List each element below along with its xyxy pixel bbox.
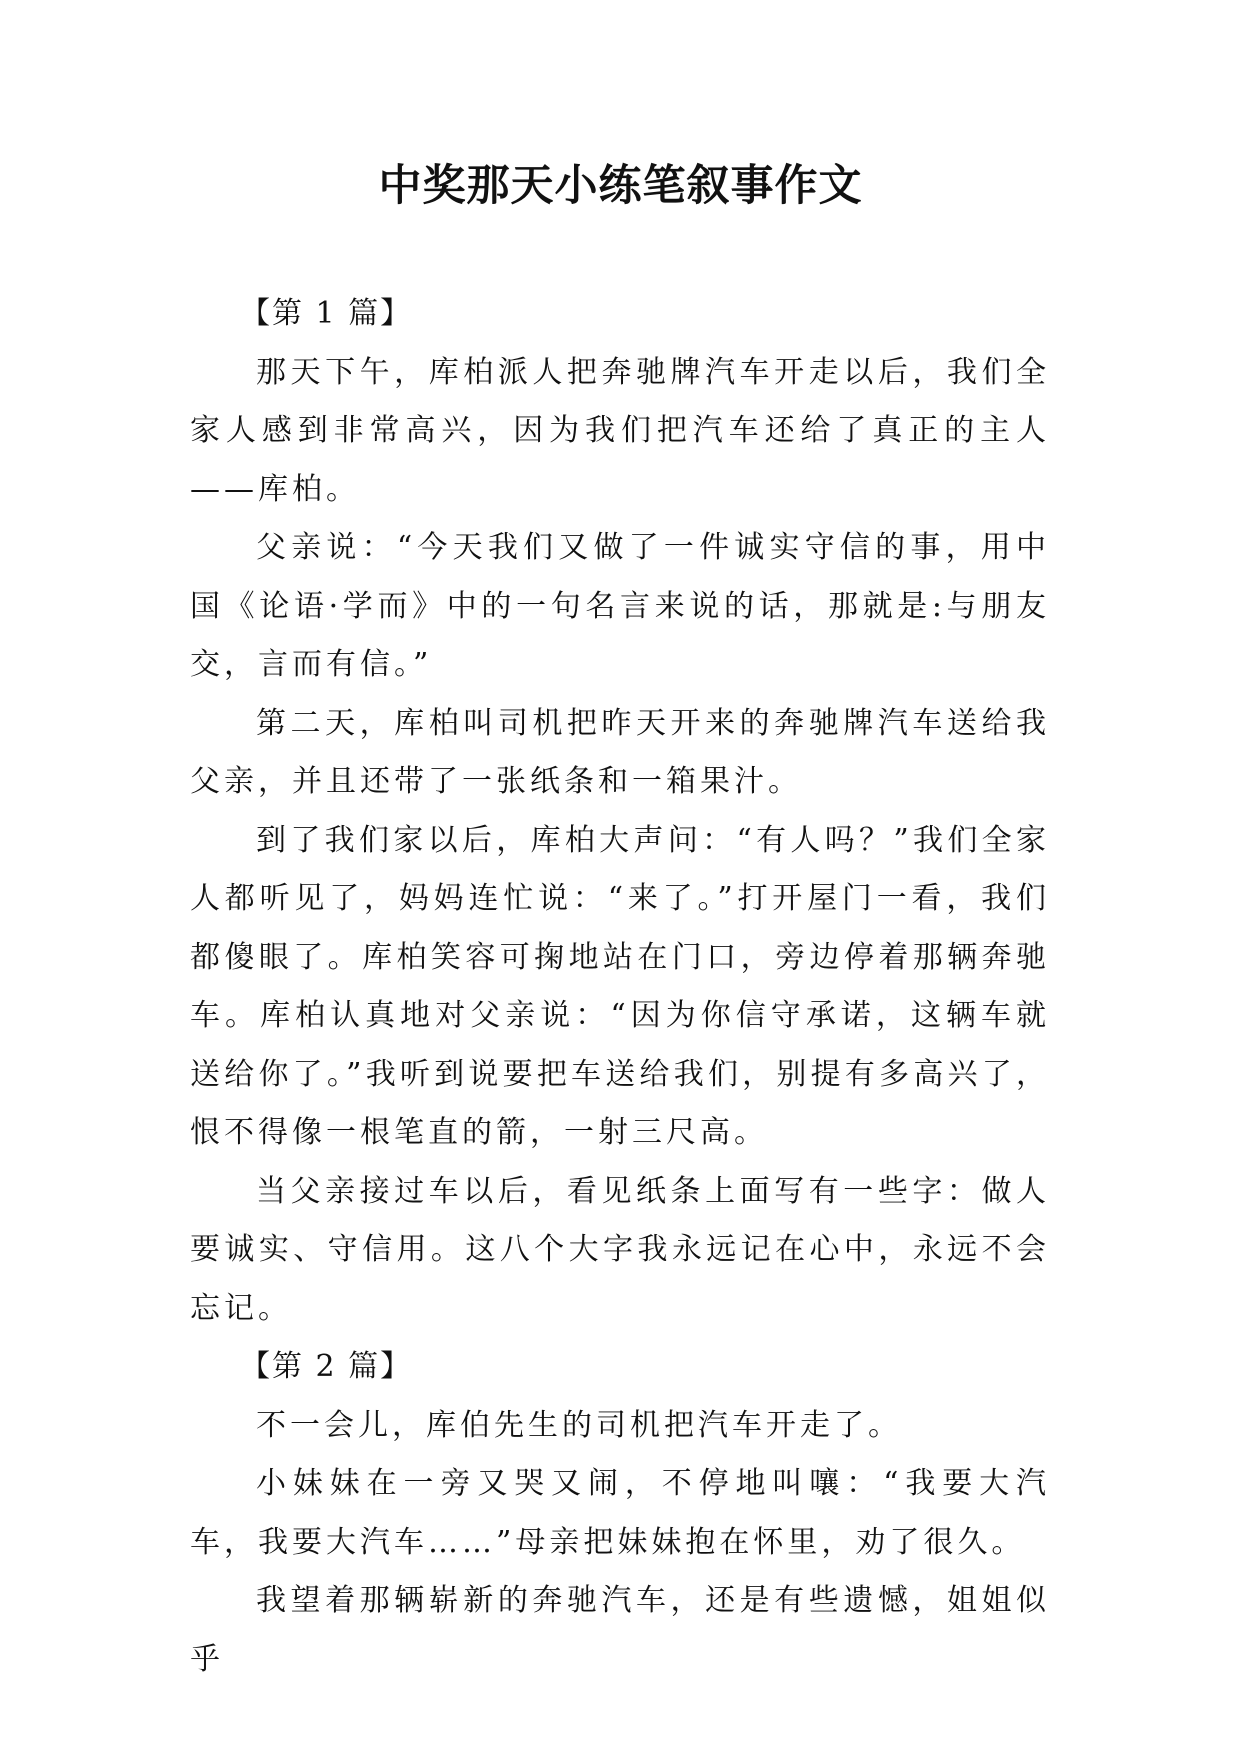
paragraph: 不一会儿，库伯先生的司机把汽车开走了。 [256, 1407, 902, 1443]
paragraph: 小妹妹在一旁又哭又闹，不停地叫嚷：“我要大汽车，我要大汽车……”母亲把妹妹抱在怀里，劝了很久。 [190, 1466, 1050, 1560]
paragraph: 父亲说：“今天我们又做了一件诚实守信的事，用中国《论语·学而》中的一句名言来说的话，那就是:与朋友交，言而有信。” [190, 530, 1050, 682]
paragraph: 到了我们家以后，库柏大声问：“有人吗？”我们全家人都听见了，妈妈连忙说：“来了。”打开屋门一看，我们都傻眼了。库柏笑容可掬地站在门口，旁边停着那辆奔驰车。库柏认真地对父亲说：“因为你信守承诺，这辆车就送给你了。”我听到说要把车送给我们，别提有多高兴了，恨不得像一根笔直的箭，一射三尺高。 [190, 822, 1050, 1150]
section-2 [190, 1338, 1050, 1689]
section-1 [190, 285, 1050, 1338]
document-body [190, 285, 1050, 1689]
paragraph: 第二天，库柏叫司机把昨天开来的奔驰牌汽车送给我父亲，并且还带了一张纸条和一箱果汁。 [190, 705, 1050, 799]
section-heading: 【第 1 篇】 [240, 296, 413, 331]
paragraph: 我望着那辆崭新的奔驰汽车，还是有些遗憾，姐姐似乎 [190, 1583, 1050, 1677]
document-title: 中奖那天小练笔叙事作文 [378, 161, 863, 211]
section-heading: 【第 2 篇】 [240, 1349, 413, 1384]
paragraph: 当父亲接过车以后，看见纸条上面写有一些字：做人要诚实、守信用。这八个大字我永远记在心中，永远不会忘记。 [190, 1173, 1050, 1326]
paragraph: 那天下午，库柏派人把奔驰牌汽车开走以后，我们全家人感到非常高兴，因为我们把汽车还给了真正的主人——库柏。 [190, 354, 1050, 507]
